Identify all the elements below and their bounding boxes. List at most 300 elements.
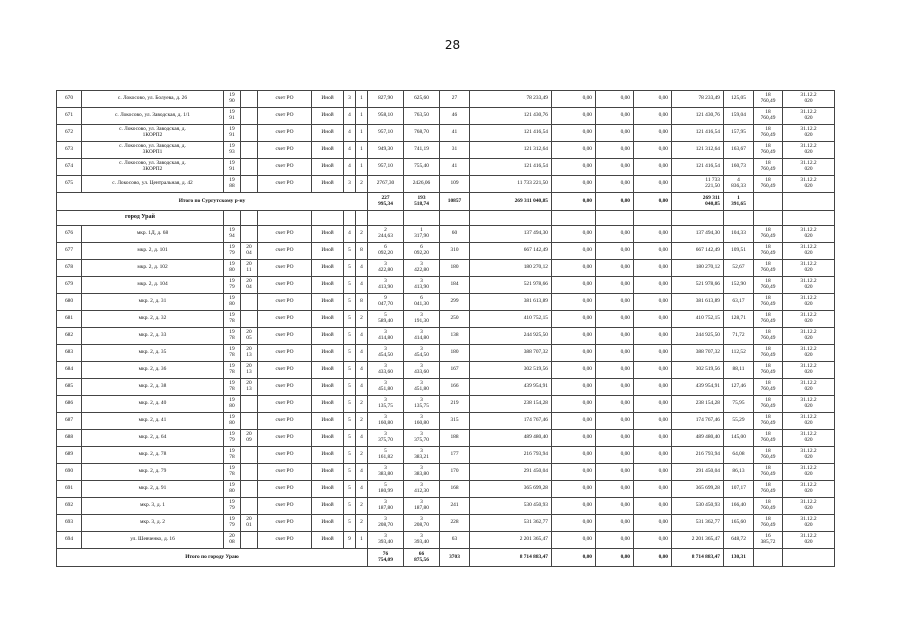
cell-z1: 0,00 <box>552 125 596 142</box>
cell-c2: 121 430,76 <box>672 108 724 125</box>
cell-u: 63,17 <box>724 294 754 311</box>
cell-p: 188 <box>440 430 470 447</box>
cell-y2 <box>241 176 258 193</box>
cell-c1: 489 480,40 <box>470 430 552 447</box>
cell-en: 4 <box>356 277 368 294</box>
cell-addr: ул. Шевченко, д. 16 <box>82 532 224 549</box>
cell-c1: 410 752,15 <box>470 311 552 328</box>
cell-n: 677 <box>57 243 82 260</box>
cell-d: 31.12.2 020 <box>783 260 835 277</box>
cell-z3: 0,00 <box>634 498 672 515</box>
cell-fl: 4 <box>344 159 356 176</box>
cell-p: 310 <box>440 243 470 260</box>
cell-a1: 3 187,80 <box>368 498 404 515</box>
cell-p: 177 <box>440 447 470 464</box>
cell-y2: 20 04 <box>241 277 258 294</box>
cell-addr: мкр. 3, д. 1 <box>82 498 224 515</box>
cell-cat: Иной <box>312 396 344 413</box>
total-z2: 0,00 <box>596 549 634 567</box>
cell-u: 165,60 <box>724 515 754 532</box>
cell-en: 2 <box>356 311 368 328</box>
table-row <box>57 176 835 193</box>
cell-en: 4 <box>356 379 368 396</box>
cell-z1: 0,00 <box>552 108 596 125</box>
cell-acc: счет РО <box>258 362 312 379</box>
cell-a2: 755,40 <box>404 159 440 176</box>
cell-d: 31.12.2 020 <box>783 226 835 243</box>
cell-fl: 5 <box>344 277 356 294</box>
cell-c2: 381 613,89 <box>672 294 724 311</box>
cell-m: 18 760,49 <box>754 413 783 430</box>
cell-d: 31.12.2 020 <box>783 125 835 142</box>
cell-cat: Иной <box>312 345 344 362</box>
cell-addr: мкр. 2, д. 36 <box>82 362 224 379</box>
cell-y1: 19 79 <box>224 498 241 515</box>
cell-u: 125,05 <box>724 91 754 108</box>
cell-y1: 19 90 <box>224 91 241 108</box>
cell-acc: счет РО <box>258 159 312 176</box>
cell-n: 676 <box>57 226 82 243</box>
cell-addr: мкр. 3, д. 2 <box>82 515 224 532</box>
cell-a2: 3 191,30 <box>404 311 440 328</box>
cell-m: 18 760,49 <box>754 108 783 125</box>
cell-c1: 121 312,64 <box>470 142 552 159</box>
cell-acc: счет РО <box>258 532 312 549</box>
table-row <box>57 226 835 243</box>
section-header-row <box>57 211 835 226</box>
cell-d: 31.12.2 020 <box>783 345 835 362</box>
cell-m: 18 760,49 <box>754 362 783 379</box>
page-number: 28 <box>444 38 461 52</box>
table-row <box>57 294 835 311</box>
cell-fl: 5 <box>344 294 356 311</box>
total-p: 10857 <box>440 193 470 211</box>
cell-m: 18 760,49 <box>754 515 783 532</box>
cell-a2: 3 412,30 <box>404 481 440 498</box>
cell-c1: 530 450,93 <box>470 498 552 515</box>
cell-y1: 19 79 <box>224 515 241 532</box>
cell-z2: 0,00 <box>596 413 634 430</box>
cell-c2: 302 519,56 <box>672 362 724 379</box>
cell-u: 104,33 <box>724 226 754 243</box>
cell-n: 682 <box>57 328 82 345</box>
cell-m: 18 760,49 <box>754 226 783 243</box>
cell-z3: 0,00 <box>634 277 672 294</box>
cell-z3: 0,00 <box>634 294 672 311</box>
cell-a1: 3 160,80 <box>368 413 404 430</box>
cell-y1: 19 79 <box>224 430 241 447</box>
section-empty <box>783 211 835 226</box>
cell-y2 <box>241 159 258 176</box>
cell-n: 675 <box>57 176 82 193</box>
cell-acc: счет РО <box>258 311 312 328</box>
cell-z1: 0,00 <box>552 515 596 532</box>
total-a1: 227 995,34 <box>368 193 404 211</box>
table-row <box>57 260 835 277</box>
cell-y2 <box>241 108 258 125</box>
cell-acc: счет РО <box>258 430 312 447</box>
cell-m: 18 760,49 <box>754 481 783 498</box>
cell-d: 31.12.2 020 <box>783 159 835 176</box>
cell-z2: 0,00 <box>596 142 634 159</box>
cell-cat: Иной <box>312 413 344 430</box>
cell-z1: 0,00 <box>552 260 596 277</box>
cell-a1: 5 161,82 <box>368 447 404 464</box>
total-u: 1 391,65 <box>724 193 754 211</box>
cell-y2 <box>241 226 258 243</box>
cell-a2: 3 187,80 <box>404 498 440 515</box>
cell-c1: 365 699,28 <box>470 481 552 498</box>
cell-en: 4 <box>356 345 368 362</box>
cell-a1: 827,90 <box>368 91 404 108</box>
cell-addr: мкр. 2, д. 101 <box>82 243 224 260</box>
cell-y2 <box>241 464 258 481</box>
cell-fl: 5 <box>344 481 356 498</box>
cell-y1: 19 78 <box>224 447 241 464</box>
table-row <box>57 91 835 108</box>
cell-y2: 20 11 <box>241 260 258 277</box>
cell-en: 4 <box>356 430 368 447</box>
cell-cat: Иной <box>312 447 344 464</box>
cell-en: 1 <box>356 142 368 159</box>
cell-a2: 3 454,50 <box>404 345 440 362</box>
table-row <box>57 464 835 481</box>
cell-p: 60 <box>440 226 470 243</box>
cell-cat: Иной <box>312 498 344 515</box>
cell-y1: 19 80 <box>224 260 241 277</box>
cell-u: 152,90 <box>724 277 754 294</box>
section-empty <box>724 211 754 226</box>
cell-y2 <box>241 481 258 498</box>
cell-en: 2 <box>356 413 368 430</box>
cell-n: 689 <box>57 447 82 464</box>
cell-z3: 0,00 <box>634 464 672 481</box>
cell-z2: 0,00 <box>596 515 634 532</box>
cell-d: 31.12.2 020 <box>783 430 835 447</box>
cell-z2: 0,00 <box>596 243 634 260</box>
cell-c1: 238 154,28 <box>470 396 552 413</box>
cell-a1: 2 244,63 <box>368 226 404 243</box>
cell-u: 648,72 <box>724 532 754 549</box>
cell-y2 <box>241 413 258 430</box>
cell-c1: 381 613,89 <box>470 294 552 311</box>
cell-a1: 5 589,40 <box>368 311 404 328</box>
cell-d: 31.12.2 020 <box>783 413 835 430</box>
cell-z3: 0,00 <box>634 226 672 243</box>
total-c1: 8 714 883,47 <box>470 549 552 567</box>
cell-acc: счет РО <box>258 481 312 498</box>
cell-n: 687 <box>57 413 82 430</box>
cell-z3: 0,00 <box>634 159 672 176</box>
cell-n: 681 <box>57 311 82 328</box>
cell-c2: 238 154,28 <box>672 396 724 413</box>
cell-fl: 5 <box>344 328 356 345</box>
section-empty <box>224 211 241 226</box>
cell-c1: 531 362,77 <box>470 515 552 532</box>
cell-y1: 19 78 <box>224 362 241 379</box>
total-z1: 0,00 <box>552 549 596 567</box>
cell-c2: 530 450,93 <box>672 498 724 515</box>
cell-n: 678 <box>57 260 82 277</box>
cell-c1: 244 925,50 <box>470 328 552 345</box>
cell-c2: 291 450,04 <box>672 464 724 481</box>
cell-y2 <box>241 447 258 464</box>
table-body <box>57 91 835 567</box>
cell-m: 18 760,49 <box>754 176 783 193</box>
cell-addr: мкр. 2, д. 35 <box>82 345 224 362</box>
cell-d: 31.12.2 020 <box>783 447 835 464</box>
cell-m: 18 760,49 <box>754 91 783 108</box>
table-row <box>57 379 835 396</box>
cell-p: 180 <box>440 260 470 277</box>
cell-addr: с. Локосово, ул. Заводская, д. 3КОРП1 <box>82 142 224 159</box>
cell-d: 31.12.2 020 <box>783 515 835 532</box>
section-empty <box>368 211 404 226</box>
cell-acc: счет РО <box>258 447 312 464</box>
cell-z1: 0,00 <box>552 328 596 345</box>
cell-z1: 0,00 <box>552 243 596 260</box>
cell-fl: 5 <box>344 447 356 464</box>
cell-en: 4 <box>356 481 368 498</box>
cell-u: 88,11 <box>724 362 754 379</box>
cell-acc: счет РО <box>258 226 312 243</box>
section-empty <box>440 211 470 226</box>
cell-z1: 0,00 <box>552 142 596 159</box>
cell-addr: мкр. 2, д. 32 <box>82 311 224 328</box>
cell-z3: 0,00 <box>634 515 672 532</box>
cell-a2: 3 208,70 <box>404 515 440 532</box>
table-row <box>57 430 835 447</box>
table-row <box>57 108 835 125</box>
cell-z2: 0,00 <box>596 362 634 379</box>
cell-en: 2 <box>356 396 368 413</box>
cell-z3: 0,00 <box>634 430 672 447</box>
cell-z1: 0,00 <box>552 91 596 108</box>
cell-acc: счет РО <box>258 142 312 159</box>
cell-p: 138 <box>440 328 470 345</box>
cell-a1: 957,10 <box>368 125 404 142</box>
section-empty <box>596 211 634 226</box>
cell-acc: счет РО <box>258 91 312 108</box>
cell-c2: 11 733 221,50 <box>672 176 724 193</box>
cell-m: 18 760,49 <box>754 159 783 176</box>
cell-p: 315 <box>440 413 470 430</box>
section-empty <box>241 211 258 226</box>
cell-addr: мкр. 2, д. 40 <box>82 396 224 413</box>
cell-en: 1 <box>356 125 368 142</box>
cell-fl: 5 <box>344 413 356 430</box>
cell-z1: 0,00 <box>552 413 596 430</box>
cell-fl: 4 <box>344 125 356 142</box>
cell-addr: мкр. 2, д. 79 <box>82 464 224 481</box>
cell-m: 18 760,49 <box>754 328 783 345</box>
cell-u: 159,04 <box>724 108 754 125</box>
cell-m: 18 760,49 <box>754 260 783 277</box>
cell-addr: мкр. 2, д. 64 <box>82 430 224 447</box>
cell-z1: 0,00 <box>552 430 596 447</box>
cell-c2: 180 270,12 <box>672 260 724 277</box>
cell-en: 4 <box>356 328 368 345</box>
cell-a1: 3 375,70 <box>368 430 404 447</box>
cell-cat: Иной <box>312 481 344 498</box>
cell-addr: мкр. 2, д. 33 <box>82 328 224 345</box>
cell-y1: 20 08 <box>224 532 241 549</box>
cell-fl: 5 <box>344 260 356 277</box>
cell-z3: 0,00 <box>634 379 672 396</box>
cell-u: 52,67 <box>724 260 754 277</box>
cell-a1: 3 451,80 <box>368 379 404 396</box>
cell-z2: 0,00 <box>596 159 634 176</box>
cell-p: 228 <box>440 515 470 532</box>
total-z2: 0,00 <box>596 193 634 211</box>
cell-z3: 0,00 <box>634 243 672 260</box>
cell-a1: 3 454,50 <box>368 345 404 362</box>
cell-p: 219 <box>440 396 470 413</box>
cell-u: 4 836,33 <box>724 176 754 193</box>
table-row <box>57 498 835 515</box>
cell-d: 31.12.2 020 <box>783 328 835 345</box>
cell-z2: 0,00 <box>596 345 634 362</box>
cell-en: 4 <box>356 464 368 481</box>
cell-a2: 3 135,75 <box>404 396 440 413</box>
cell-cat: Иной <box>312 464 344 481</box>
cell-z2: 0,00 <box>596 176 634 193</box>
section-empty <box>404 211 440 226</box>
cell-c2: 410 752,15 <box>672 311 724 328</box>
cell-c1: 291 450,04 <box>470 464 552 481</box>
cell-z1: 0,00 <box>552 362 596 379</box>
cell-fl: 4 <box>344 108 356 125</box>
cell-c2: 244 925,50 <box>672 328 724 345</box>
cell-addr: мкр. 2, д. 78 <box>82 447 224 464</box>
cell-c1: 302 519,56 <box>470 362 552 379</box>
cell-z1: 0,00 <box>552 226 596 243</box>
cell-y2: 20 04 <box>241 243 258 260</box>
table-row <box>57 142 835 159</box>
cell-cat: Иной <box>312 159 344 176</box>
section-empty <box>344 211 356 226</box>
cell-c1: 521 978,66 <box>470 277 552 294</box>
cell-p: 166 <box>440 379 470 396</box>
section-empty <box>258 211 312 226</box>
cell-d: 31.12.2 020 <box>783 464 835 481</box>
total-c2: 269 311 040,85 <box>672 193 724 211</box>
cell-m: 18 760,49 <box>754 125 783 142</box>
cell-z3: 0,00 <box>634 176 672 193</box>
cell-c2: 78 233,49 <box>672 91 724 108</box>
cell-a1: 5 180,99 <box>368 481 404 498</box>
cell-y2: 20 05 <box>241 328 258 345</box>
cell-n: 671 <box>57 108 82 125</box>
cell-z3: 0,00 <box>634 108 672 125</box>
cell-u: 145,00 <box>724 430 754 447</box>
cell-fl: 5 <box>344 464 356 481</box>
cell-n: 670 <box>57 91 82 108</box>
table-row <box>57 447 835 464</box>
cell-y2 <box>241 532 258 549</box>
table-row <box>57 125 835 142</box>
cell-m: 18 760,49 <box>754 345 783 362</box>
table-row <box>57 277 835 294</box>
cell-u: 55,29 <box>724 413 754 430</box>
cell-p: 167 <box>440 362 470 379</box>
cell-cat: Иной <box>312 311 344 328</box>
cell-cat: Иной <box>312 294 344 311</box>
cell-addr: с. Локосово, ул. Заводская, д. 3КОРП2 <box>82 159 224 176</box>
cell-y1: 19 80 <box>224 413 241 430</box>
cell-p: 27 <box>440 91 470 108</box>
cell-fl: 5 <box>344 311 356 328</box>
cell-z2: 0,00 <box>596 481 634 498</box>
cell-acc: счет РО <box>258 277 312 294</box>
cell-y2 <box>241 498 258 515</box>
cell-d: 31.12.2 020 <box>783 379 835 396</box>
total-a2: 193 518,74 <box>404 193 440 211</box>
cell-cat: Иной <box>312 108 344 125</box>
cell-p: 31 <box>440 142 470 159</box>
cell-u: 128,71 <box>724 311 754 328</box>
cell-c1: 439 954,91 <box>470 379 552 396</box>
cell-addr: мкр. 1Д, д. 68 <box>82 226 224 243</box>
cell-en: 1 <box>356 91 368 108</box>
cell-p: 250 <box>440 311 470 328</box>
cell-c2: 2 201 365,47 <box>672 532 724 549</box>
cell-z1: 0,00 <box>552 311 596 328</box>
cell-fl: 5 <box>344 430 356 447</box>
cell-y1: 19 91 <box>224 159 241 176</box>
cell-z3: 0,00 <box>634 260 672 277</box>
housing-register-table <box>56 90 835 567</box>
cell-a2: 1 317,90 <box>404 226 440 243</box>
cell-z2: 0,00 <box>596 226 634 243</box>
cell-y2 <box>241 294 258 311</box>
cell-p: 46 <box>440 108 470 125</box>
cell-a1: 2767,30 <box>368 176 404 193</box>
table-row <box>57 413 835 430</box>
cell-a1: 3 383,80 <box>368 464 404 481</box>
cell-a2: 3 383,21 <box>404 447 440 464</box>
cell-acc: счет РО <box>258 413 312 430</box>
cell-z2: 0,00 <box>596 108 634 125</box>
cell-c2: 121 416,54 <box>672 125 724 142</box>
cell-y1: 19 79 <box>224 243 241 260</box>
cell-en: 1 <box>356 532 368 549</box>
cell-n: 688 <box>57 430 82 447</box>
cell-y2: 20 01 <box>241 515 258 532</box>
cell-en: 4 <box>356 362 368 379</box>
cell-cat: Иной <box>312 328 344 345</box>
table-row <box>57 311 835 328</box>
cell-acc: счет РО <box>258 125 312 142</box>
cell-n: 691 <box>57 481 82 498</box>
cell-addr: мкр. 2, д. 31 <box>82 294 224 311</box>
cell-y1: 19 78 <box>224 311 241 328</box>
cell-y1: 19 80 <box>224 396 241 413</box>
cell-y1: 19 78 <box>224 345 241 362</box>
cell-acc: счет РО <box>258 243 312 260</box>
table-row <box>57 328 835 345</box>
cell-z2: 0,00 <box>596 464 634 481</box>
cell-cat: Иной <box>312 532 344 549</box>
cell-fl: 5 <box>344 362 356 379</box>
cell-a2: 741,19 <box>404 142 440 159</box>
table-row <box>57 532 835 549</box>
table-row <box>57 345 835 362</box>
cell-m: 18 760,49 <box>754 498 783 515</box>
cell-c2: 174 767,46 <box>672 413 724 430</box>
cell-y1: 19 78 <box>224 328 241 345</box>
cell-z3: 0,00 <box>634 311 672 328</box>
